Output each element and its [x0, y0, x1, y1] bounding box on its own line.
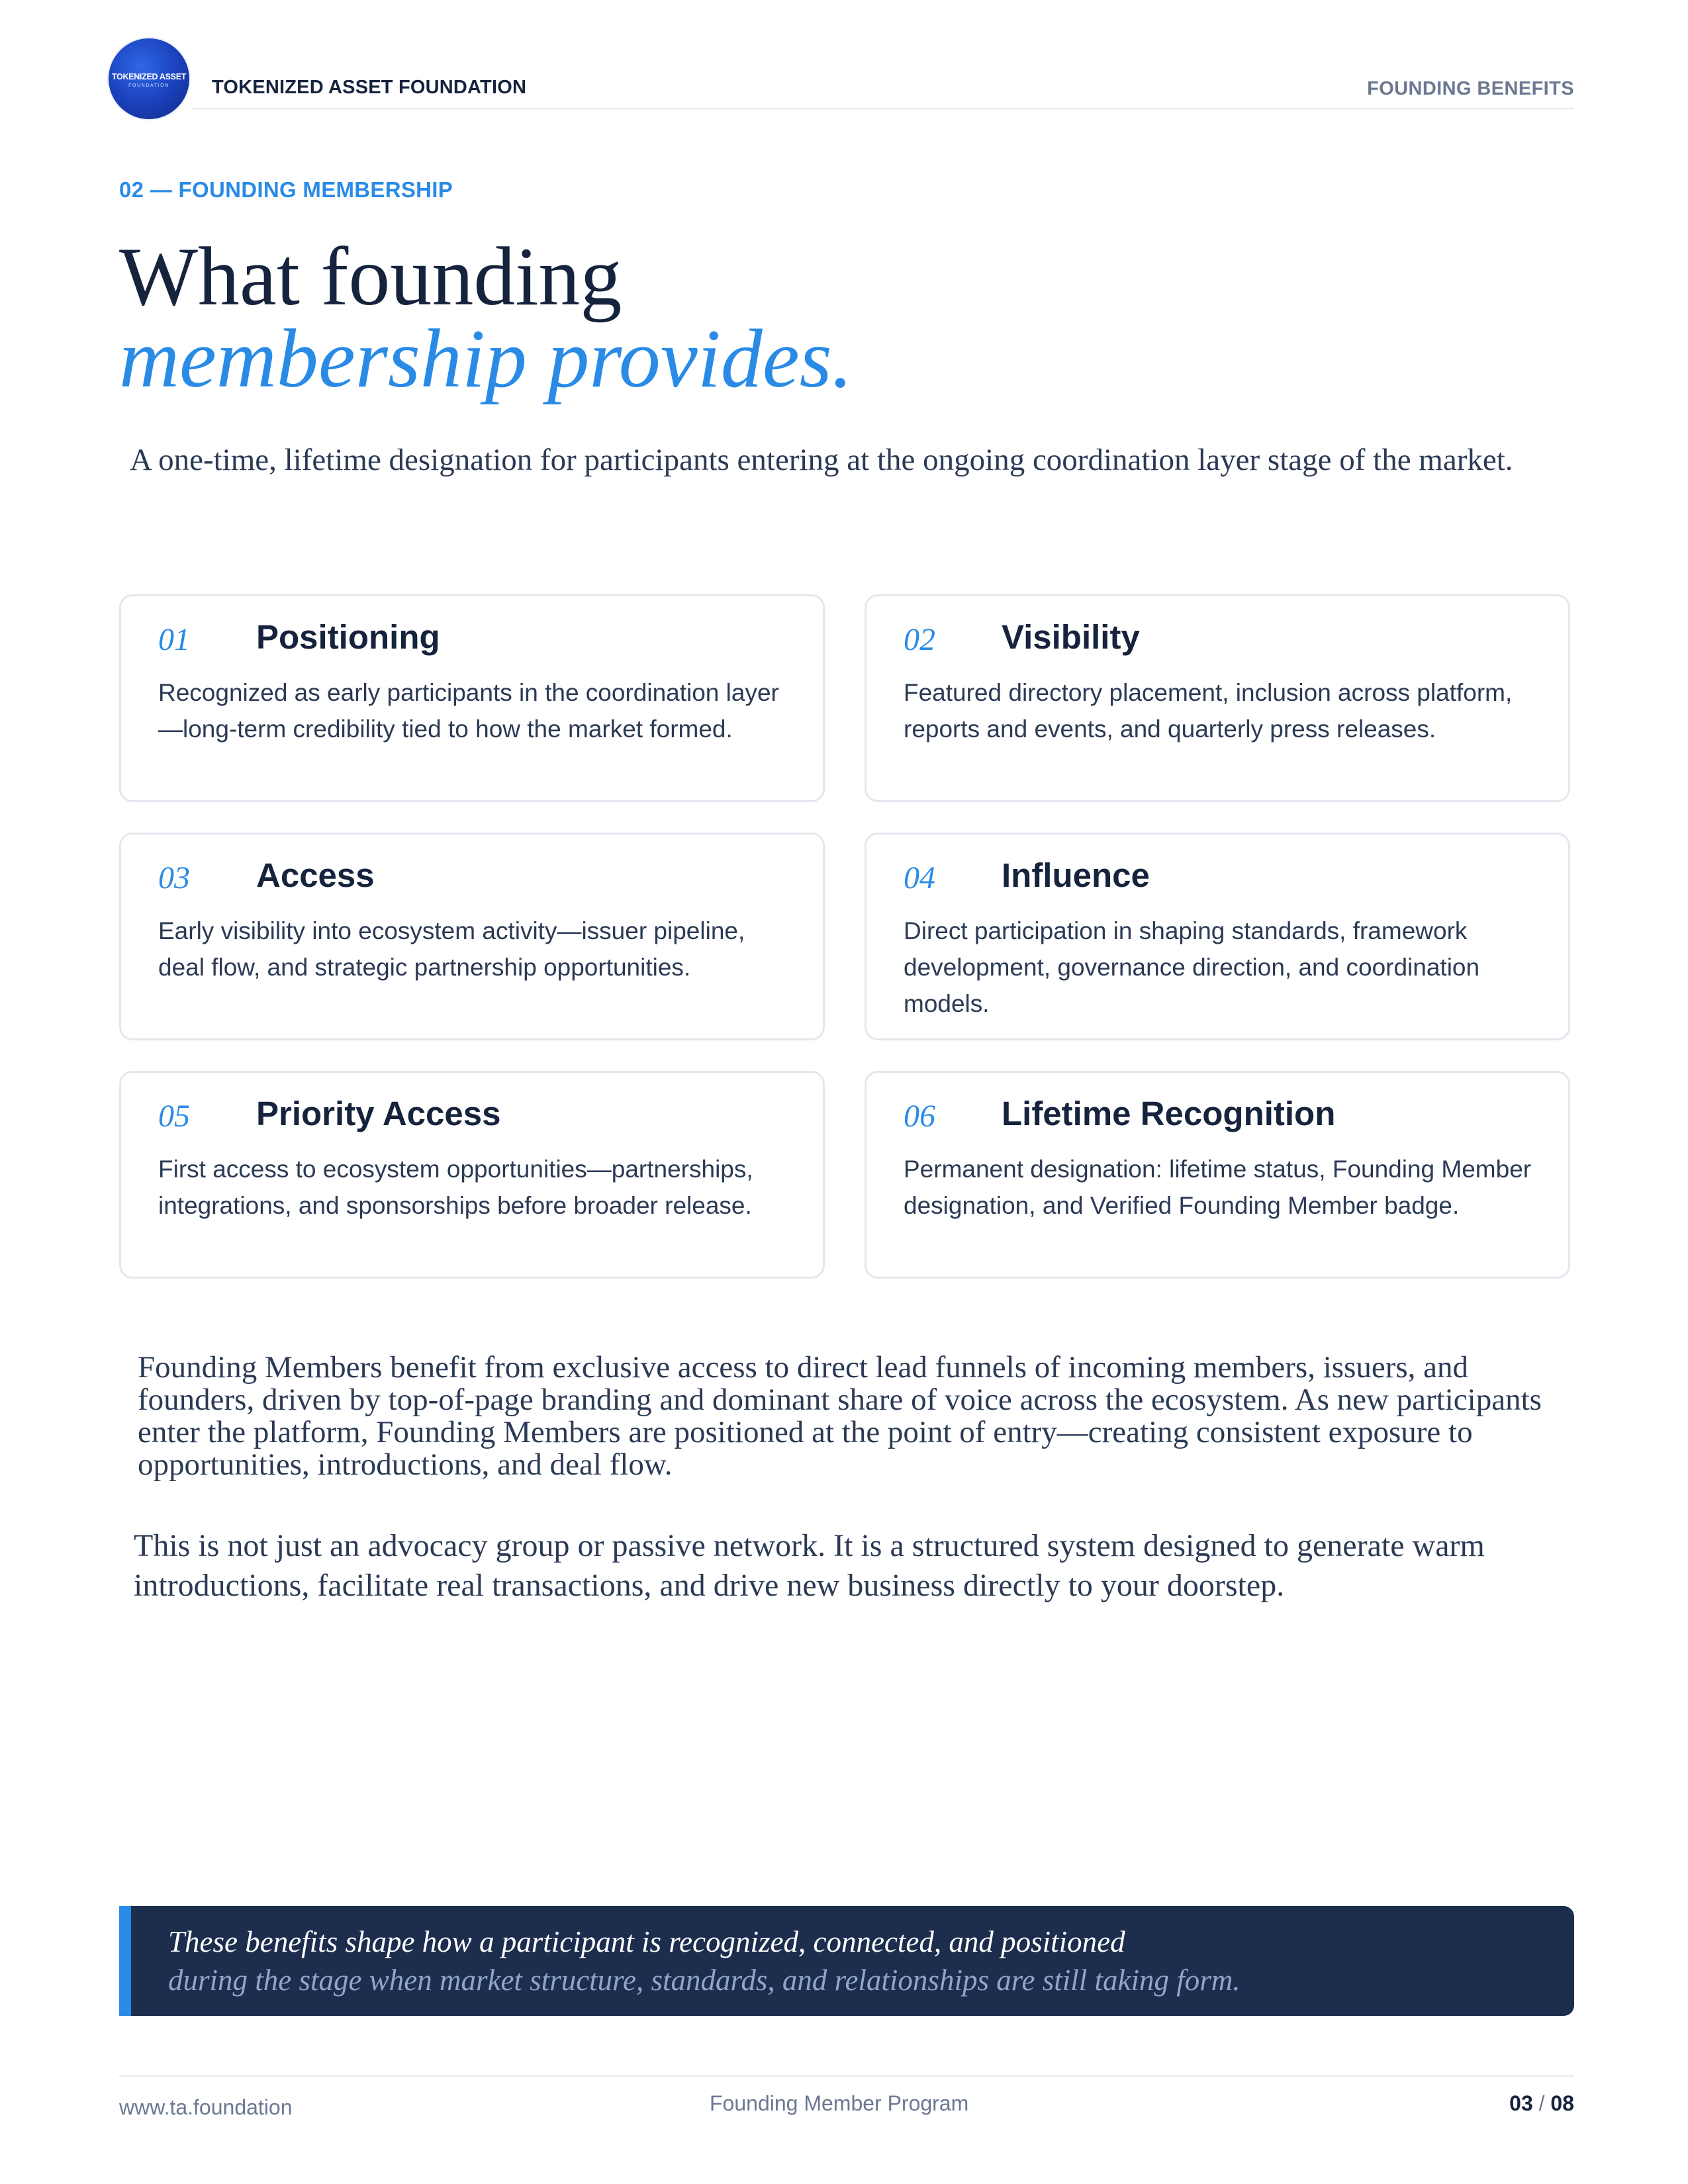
page-title-line1: What founding: [119, 231, 622, 323]
logo-subtext: FOUNDATION: [128, 83, 169, 88]
card-title: Visibility: [1002, 618, 1140, 656]
card-number: 04: [904, 860, 935, 895]
closing-callout: [119, 1906, 1574, 2016]
org-name: TOKENIZED ASSET FOUNDATION: [212, 77, 527, 98]
card-description: Permanent designation: lifetime status, Founding Member designation, and Verified Founding Member badge.: [904, 1156, 1532, 1219]
body-paragraph-2: This is not just an advocacy group or passive network. It is a structured system designed to generate warm introductions, facilitate real transactions, and drive new business directly to your doorstep.: [134, 1528, 1485, 1603]
card-number: 06: [904, 1099, 935, 1134]
foundation-logo: [109, 38, 189, 119]
logo-wordmark: TOKENIZED ASSET: [111, 72, 187, 81]
section-label: 02 — FOUNDING MEMBERSHIP: [119, 177, 453, 202]
header-divider: [192, 108, 1574, 109]
card-description: Recognized as early participants in the coordination layer—long-term credibility tied to how the market formed.: [158, 679, 779, 743]
page-total: 08: [1550, 2091, 1574, 2115]
card-description: Direct participation in shaping standards, framework development, governance direction, and coordination models.: [904, 917, 1480, 1017]
footer-divider: [119, 2075, 1574, 2077]
benefit-card-visibility: [865, 594, 1570, 802]
page-title-line2: membership provides.: [119, 313, 853, 405]
callout-line-2: during the stage when market structure, standards, and relationships are still taking form.: [168, 1964, 1241, 1997]
benefit-card-lifetime-recognition: [865, 1071, 1570, 1279]
card-description: Early visibility into ecosystem activity—issuer pipeline, deal flow, and strategic partnership opportunities.: [158, 917, 745, 981]
card-number: 05: [158, 1099, 190, 1134]
footer-program-name: Founding Member Program: [710, 2091, 969, 2115]
card-description: First access to ecosystem opportunities—partnerships, integrations, and sponsorships before broader release.: [158, 1156, 753, 1219]
card-description: Featured directory placement, inclusion across platform, reports and events, and quarterly press releases.: [904, 679, 1513, 743]
card-title: Priority Access: [256, 1095, 501, 1132]
benefit-card-influence: [865, 833, 1570, 1040]
page-separator: /: [1538, 2091, 1545, 2115]
intro-text: A one-time, lifetime designation for participants entering at the ongoing coordination layer stage of the market.: [130, 443, 1513, 477]
callout-accent-bar: [119, 1906, 131, 2016]
page-current: 03: [1509, 2091, 1533, 2115]
card-number: 03: [158, 860, 190, 895]
card-number: 01: [158, 622, 190, 657]
card-number: 02: [904, 622, 935, 657]
body-paragraph-1: Founding Members benefit from exclusive access to direct lead funnels of incoming members, issuers, and founders, driven by top-of-page branding and dominant share of voice across the ecosystem. As new participants enter the platform, Founding Members are positioned at the point of entry—creating consistent exposure to opportunities, introductions, and deal flow.: [138, 1350, 1542, 1482]
benefit-card-access: [119, 833, 825, 1040]
page-number: [1509, 2091, 1574, 2116]
card-title: Access: [256, 856, 375, 894]
card-title: Positioning: [256, 618, 440, 656]
callout-line-1: These benefits shape how a participant is recognized, connected, and positioned: [168, 1925, 1125, 1958]
footer-website-link[interactable]: www.ta.foundation: [119, 2095, 293, 2119]
section-tag: FOUNDING BENEFITS: [1367, 78, 1574, 99]
card-title: Lifetime Recognition: [1002, 1095, 1336, 1132]
card-title: Influence: [1002, 856, 1150, 894]
benefit-card-positioning: [119, 594, 825, 802]
benefit-card-priority-access: [119, 1071, 825, 1279]
